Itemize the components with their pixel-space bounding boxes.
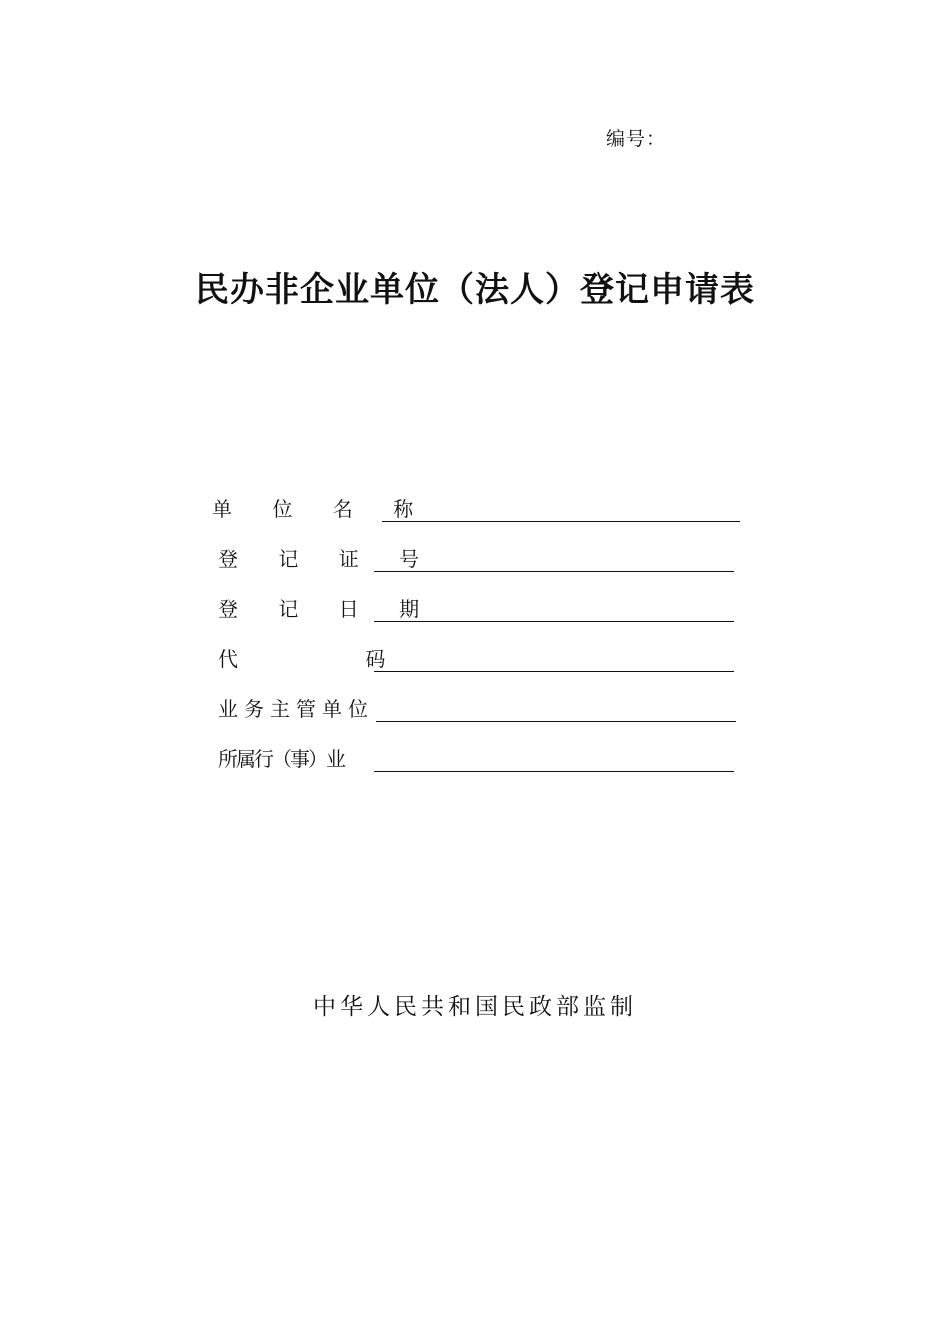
issuer-footer: 中华人民共和国民政部监制 <box>313 994 637 1020</box>
field-underline[interactable] <box>374 621 734 622</box>
field-industry <box>218 746 734 776</box>
field-code <box>218 646 734 676</box>
field-supervising-unit <box>218 696 736 726</box>
field-label: 登 记 证 号 <box>218 547 437 571</box>
field-label: 所属行（事）业 <box>218 747 344 771</box>
field-label: 代 码 <box>218 647 394 671</box>
field-underline[interactable] <box>374 671 734 672</box>
field-underline[interactable] <box>376 721 736 722</box>
field-label: 业务主管单位 <box>218 697 374 721</box>
field-underline[interactable] <box>382 521 740 522</box>
document-title: 民办非企业单位（法人）登记申请表 <box>195 270 755 310</box>
field-underline[interactable] <box>374 771 734 772</box>
field-registration-date <box>218 596 734 626</box>
serial-number-label: 编号： <box>606 128 667 150</box>
field-unit-name <box>212 496 740 526</box>
field-registration-number <box>218 546 734 576</box>
field-underline[interactable] <box>374 571 734 572</box>
field-label: 单 位 名 称 <box>212 497 431 521</box>
field-label: 登 记 日 期 <box>218 597 437 621</box>
